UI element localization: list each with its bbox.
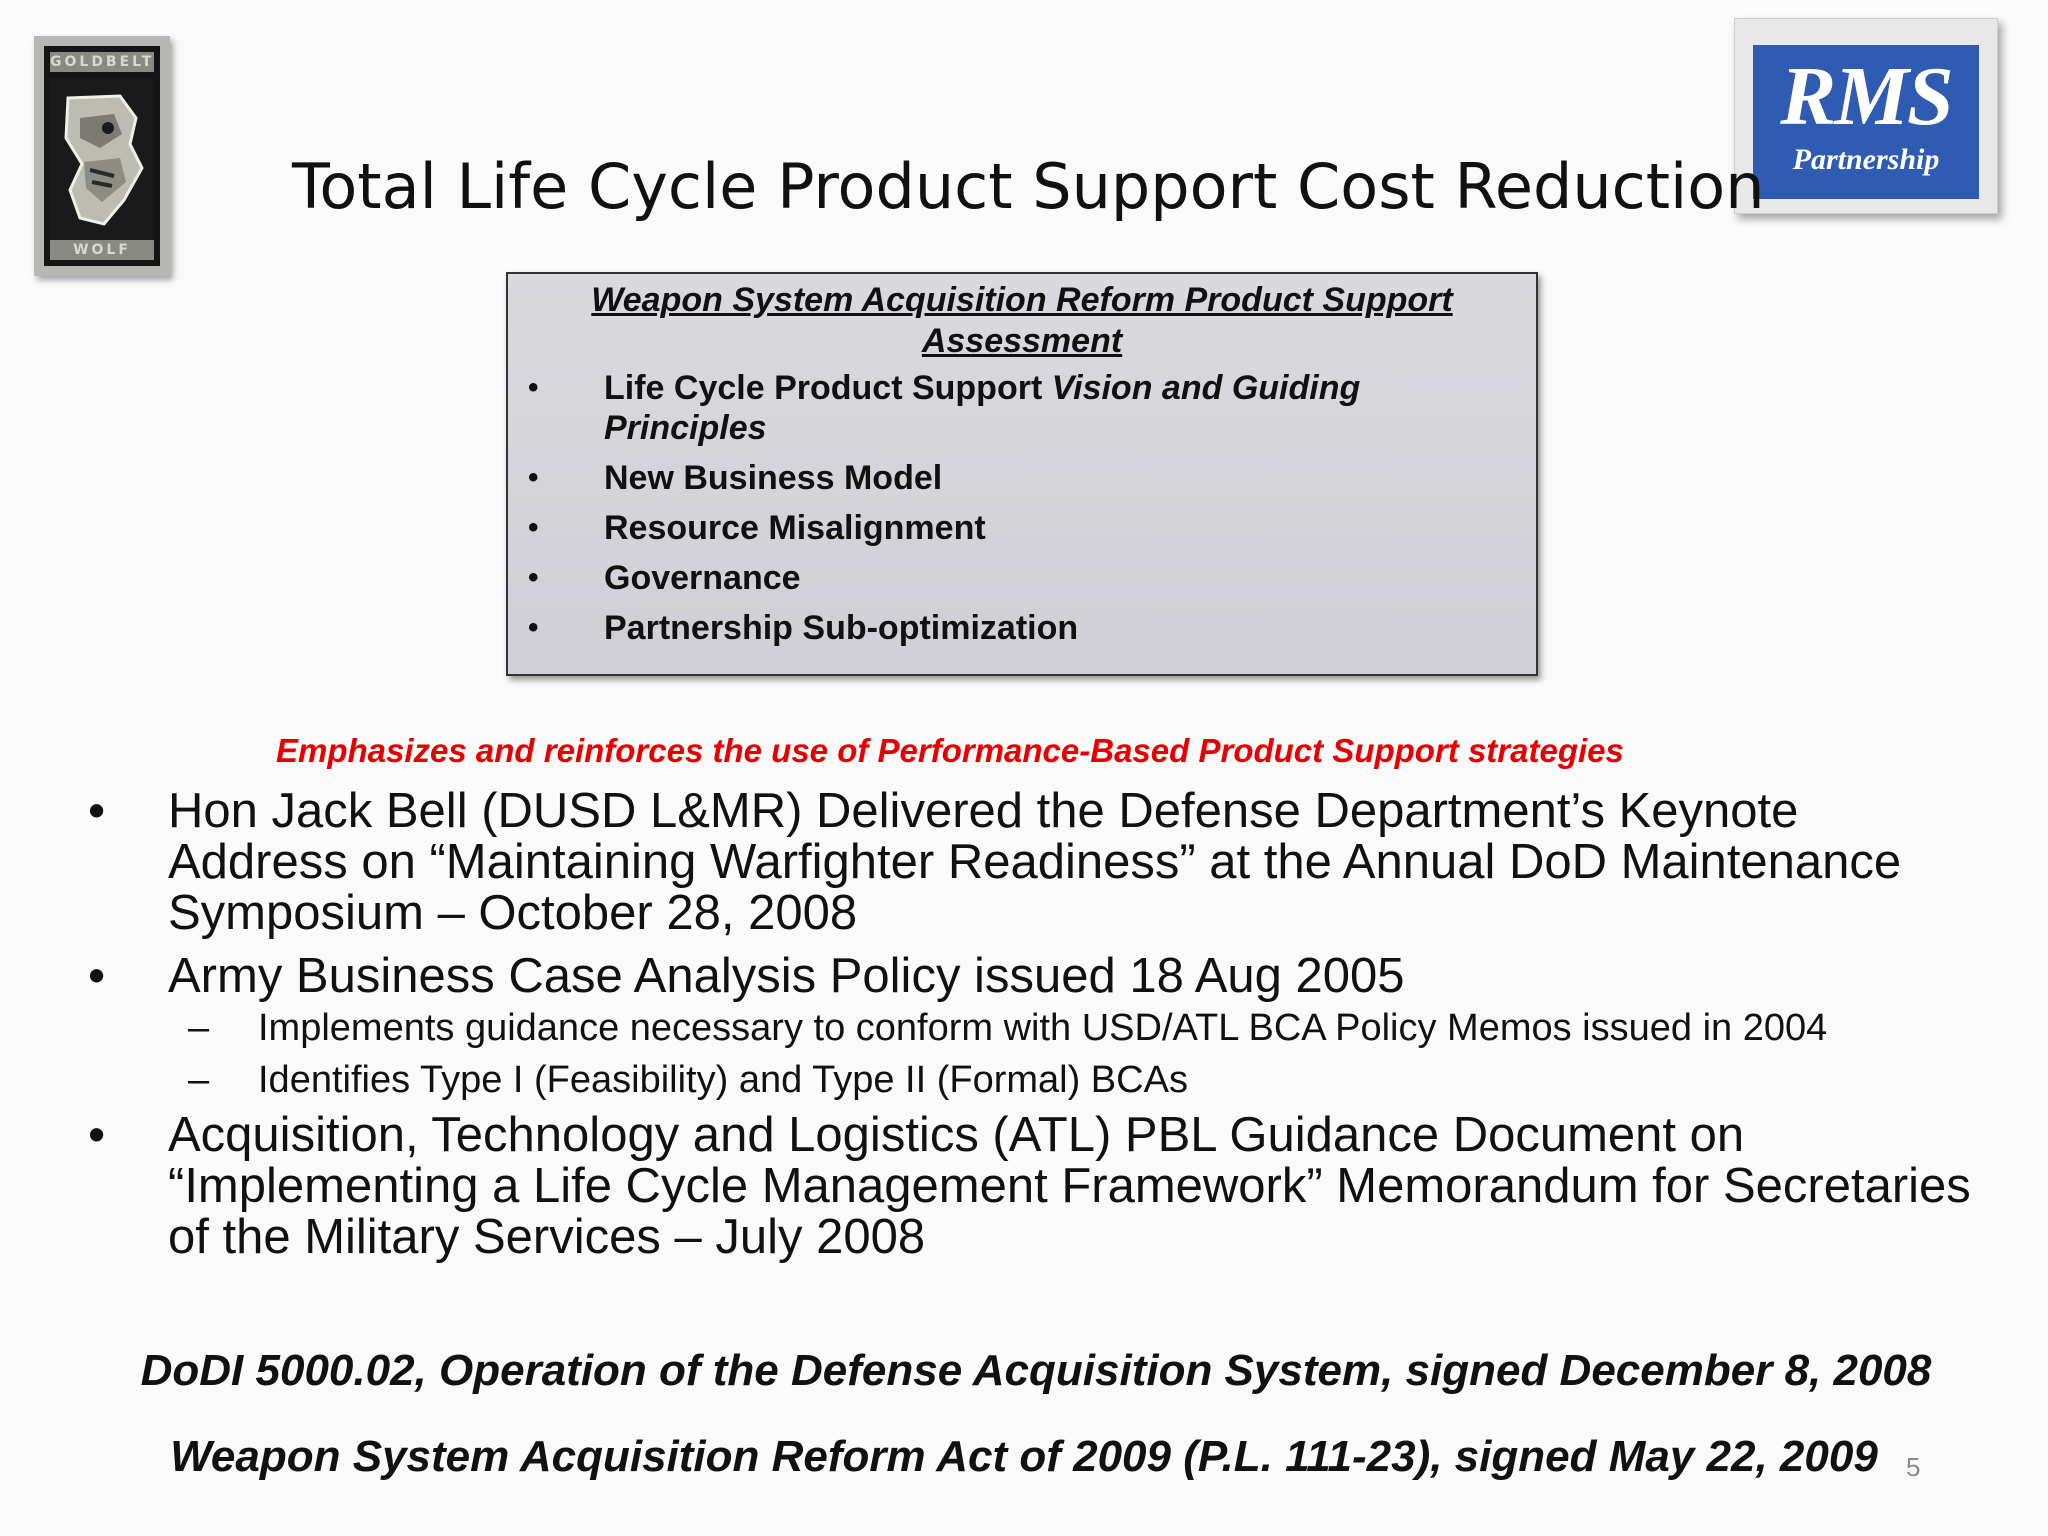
logo-bottom-band: WOLF xyxy=(50,240,154,260)
assessment-item-text: Partnership Sub-optimization xyxy=(604,609,1079,647)
assessment-item xyxy=(508,608,1536,648)
dash-icon: – xyxy=(188,1059,210,1101)
rms-logo-subtext: Partnership xyxy=(1792,143,1940,176)
main-bullet-text: Hon Jack Bell (DUSD L&MR) Delivered the Defense Department’s Keynote Address on “Maintaining Warfighter Readiness” at the Annual DoD Maintenance Symposium – October 28, 2008 xyxy=(168,784,1902,940)
rms-logo-panel xyxy=(1753,45,1979,199)
assessment-item xyxy=(508,508,1536,548)
sub-bullet-item xyxy=(0,1008,2048,1048)
bullet-icon: • xyxy=(528,511,539,544)
dodi-reference: DoDI 5000.02, Operation of the Defense Acquisition System, signed December 8, 2008 xyxy=(140,1346,1932,1395)
sub-bullet-text: Implements guidance necessary to conform with USD/ATL BCA Policy Memos issued in 2004 xyxy=(258,1007,1828,1049)
assessment-title: Weapon System Acquisition Reform Product Support Assessment xyxy=(591,281,1453,360)
bullet-icon: • xyxy=(88,1108,106,1162)
bullet-icon: • xyxy=(88,949,106,1003)
dash-icon: – xyxy=(188,1007,210,1049)
assessment-item-text: Resource Misalignment xyxy=(604,509,986,547)
rms-logo-text: RMS xyxy=(1780,50,1952,143)
logo-top-band: GOLDBELT xyxy=(50,54,155,70)
logo-panel xyxy=(44,46,160,266)
goldbelt-wolf-logo xyxy=(34,36,170,276)
bullet-icon: • xyxy=(88,784,106,838)
main-bullet-text: Acquisition, Technology and Logistics (ATL) PBL Guidance Document on “Implementing a Life Cycle Management Framework” Memorandum for Secretaries of the Military Services – July 2008 xyxy=(168,1108,1971,1264)
main-bullet-item xyxy=(0,786,2048,939)
page-number: 5 xyxy=(1906,1452,1921,1482)
assessment-item-text: Governance xyxy=(604,559,801,597)
emphasis-text: Emphasizes and reinforces the use of Performance-Based Product Support strategies xyxy=(276,732,1624,769)
assessment-item-text: Life Cycle Product Support xyxy=(604,369,1052,407)
bullet-icon: • xyxy=(528,371,539,404)
sub-bullet-item xyxy=(0,1060,2048,1100)
wsara-reference: Weapon System Acquisition Reform Act of 2009 (P.L. 111-23), signed May 22, 2009 xyxy=(170,1432,1878,1481)
wolf-emblem-icon xyxy=(50,78,154,244)
bullet-icon: • xyxy=(528,611,539,644)
assessment-box xyxy=(506,272,1538,676)
assessment-item xyxy=(508,558,1536,598)
rms-partnership-logo xyxy=(1734,18,1998,214)
bullet-icon: • xyxy=(528,461,539,494)
assessment-item-text: New Business Model xyxy=(604,459,943,497)
main-bullet-item xyxy=(0,1110,2048,1263)
assessment-item xyxy=(508,368,1536,448)
sub-bullet-text: Identifies Type I (Feasibility) and Type II (Formal) BCAs xyxy=(258,1059,1188,1101)
slide-title: Total Life Cycle Product Support Cost Reduction xyxy=(292,150,1765,223)
main-bullet-item xyxy=(0,951,2048,1002)
main-bullet-list xyxy=(0,786,2048,1263)
main-bullet-text: Army Business Case Analysis Policy issued 18 Aug 2005 xyxy=(168,949,1405,1003)
assessment-list xyxy=(508,368,1536,658)
assessment-item xyxy=(508,458,1536,498)
assessment-item-italic: Vision and Guiding Principles xyxy=(604,369,1361,447)
bullet-icon: • xyxy=(528,561,539,594)
